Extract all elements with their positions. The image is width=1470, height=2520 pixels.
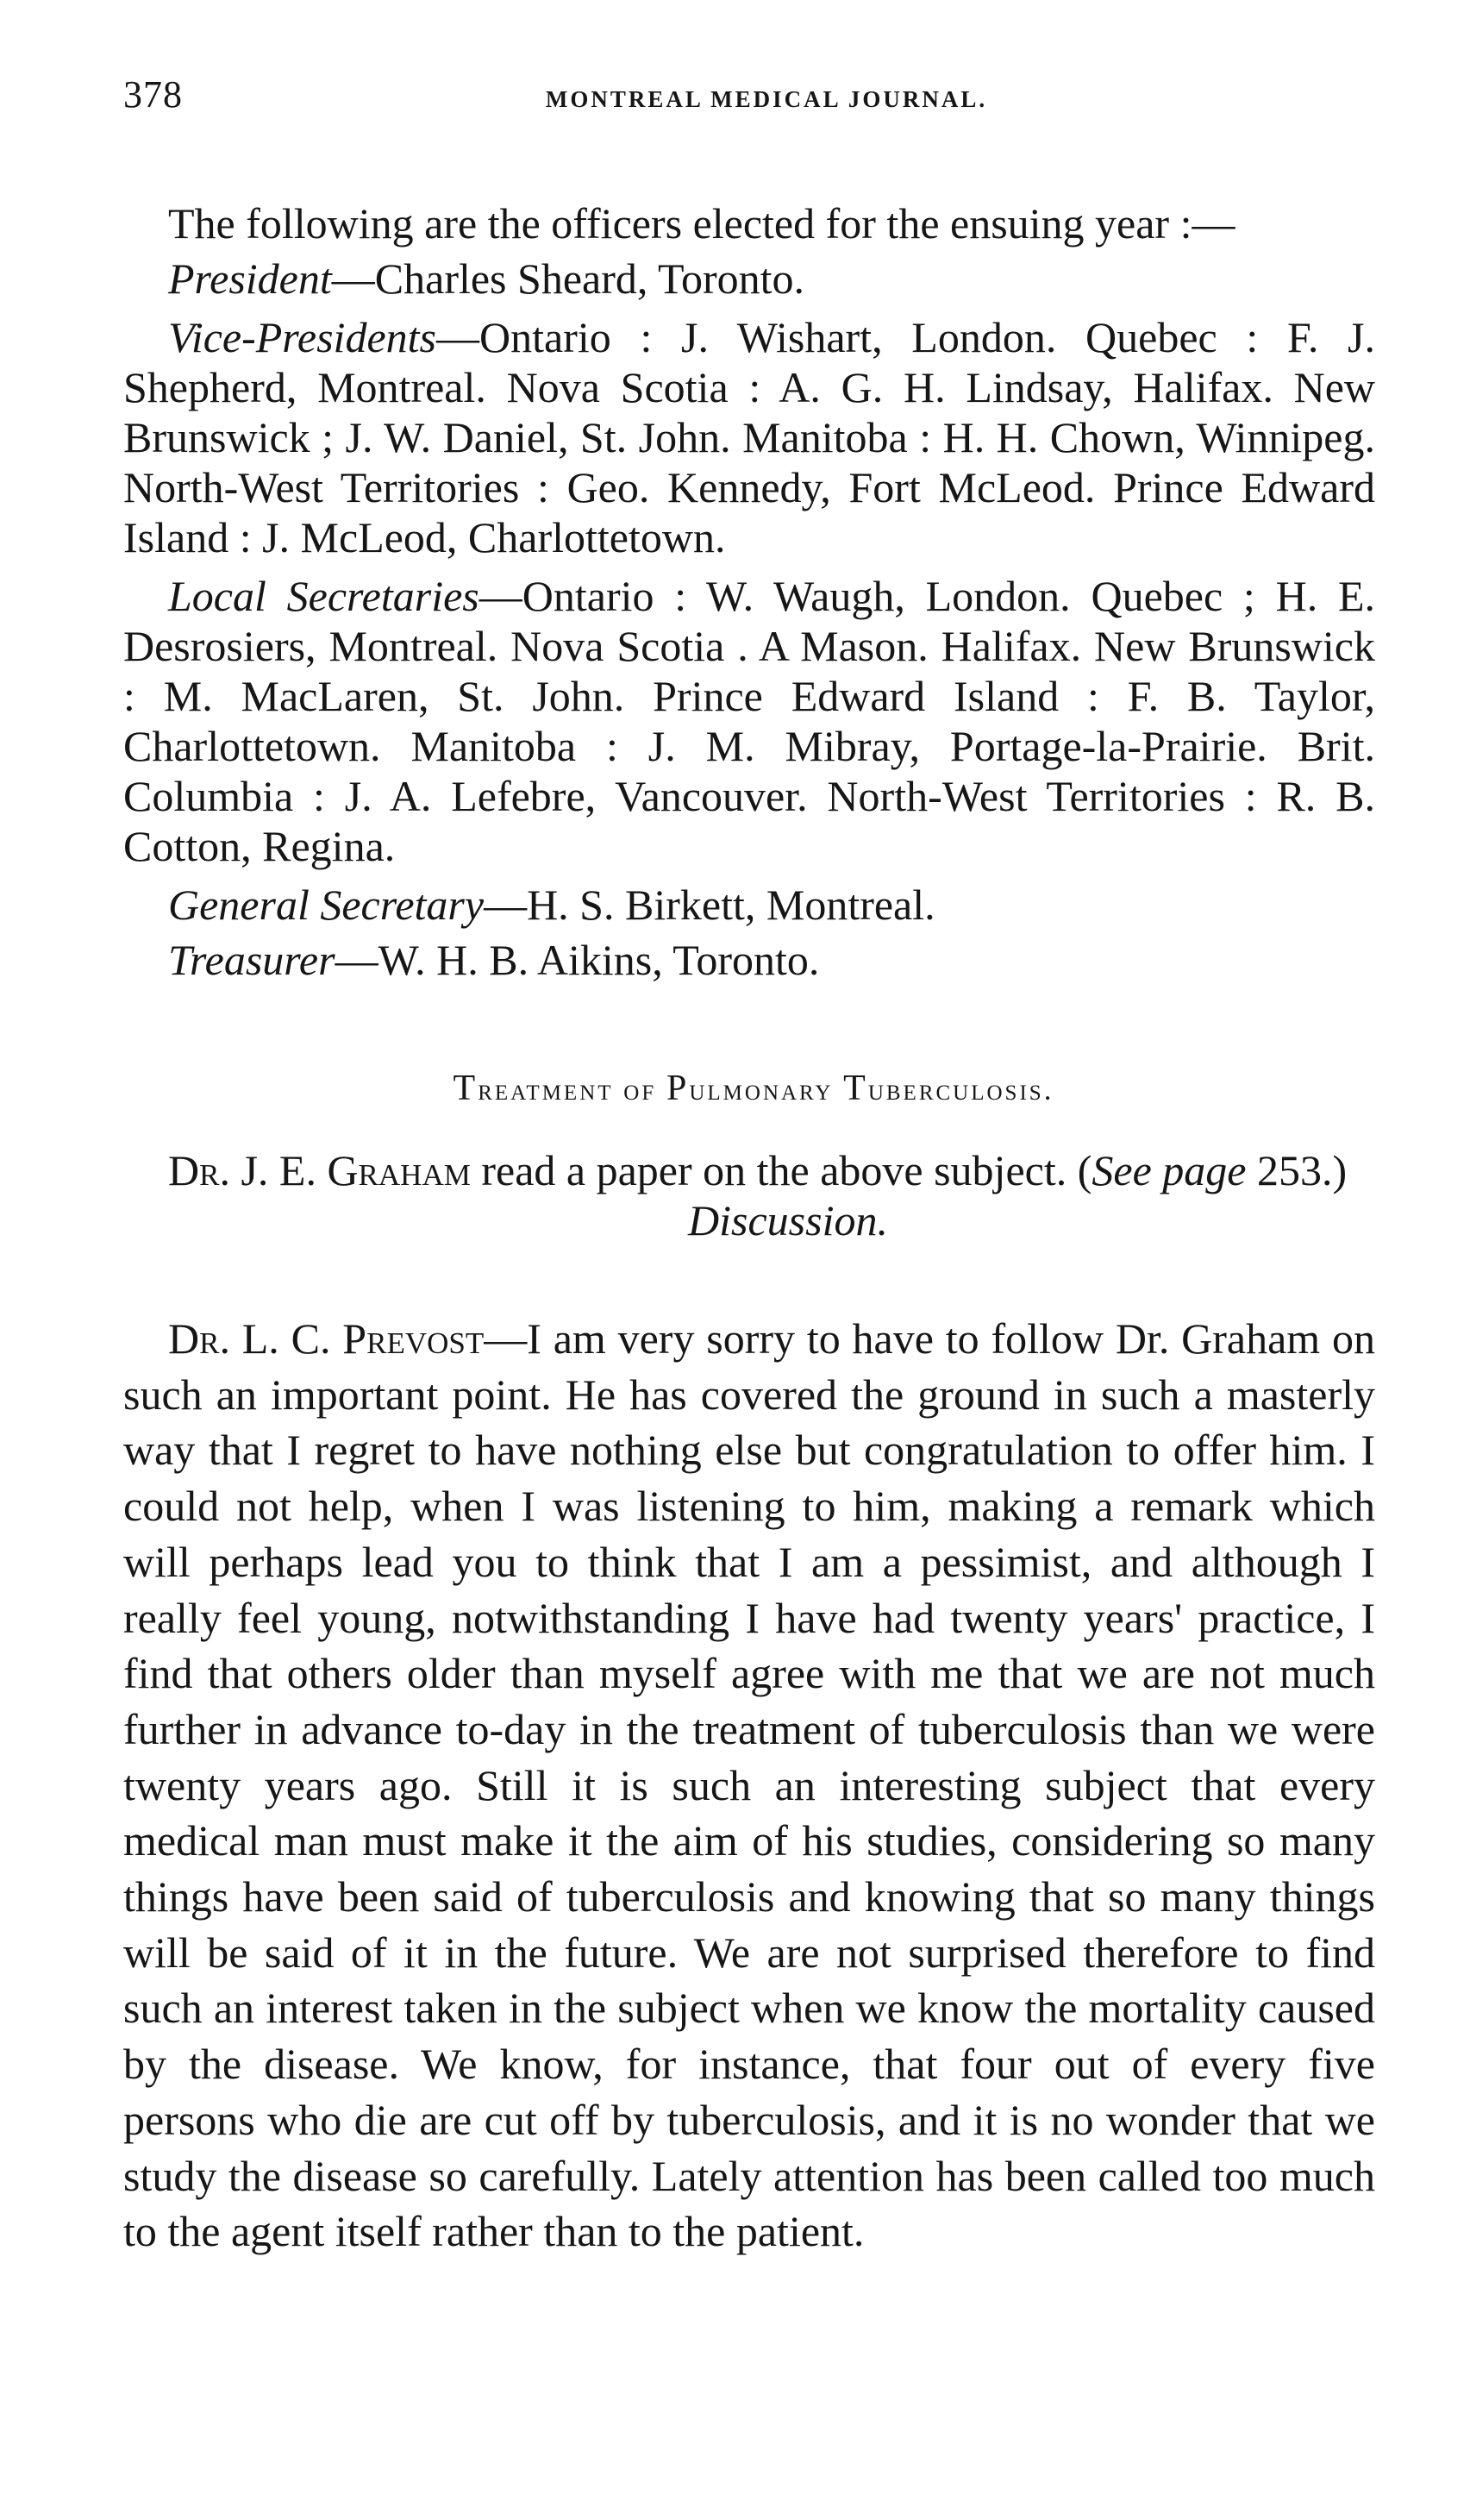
- local-secretaries-entry: [123, 571, 1375, 871]
- discussion-paragraph: [123, 1311, 1375, 2260]
- journal-title: MONTREAL MEDICAL JOURNAL.: [545, 86, 988, 112]
- general-secretary-label: General Secretary: [168, 881, 485, 929]
- page-reference: 253.): [1246, 1146, 1348, 1194]
- president-label: President: [168, 254, 332, 303]
- treasurer-label: Treasurer: [168, 936, 335, 984]
- president-text: —Charles Sheard, Toronto.: [331, 254, 805, 303]
- see-page-label: See page: [1092, 1146, 1247, 1194]
- section-heading: Treatment of Pulmonary Tuberculosis.: [453, 1069, 1054, 1108]
- treasurer-text: —W. H. B. Aikins, Toronto.: [335, 936, 820, 984]
- officers-intro: The following are the officers elected for the ensuing year :—: [168, 199, 1235, 248]
- vice-presidents-entry: [123, 312, 1375, 562]
- discussion-text: —I am very sorry to have to follow Dr. Graham on such an important point. He has covered the ground in such a masterly way that I regret to have nothing else but congratulation to offer him. I could not help, when I was listening to him, making a remark which will perhaps lead you to think that I am a pessimist, and although I really feel young, notwithstanding I have had twenty years' practice, I find that others older than myself agree with me that we are not much further in advance to-day in the treatment of tuberculosis than we were twenty years ago. Still it is such an interesting subject that every medical man must make it the aim of his studies, considering so many things have been said of tuberculosis and knowing that so many things will be said of it in the future. We are not surprised therefore to find such an interest taken in the subject when we know the mortality caused by the disease. We know, for instance, that four out of every five persons who die are cut off by tuberculosis, and it is no wonder that we study the disease so carefully. Lately attention has been called too much to the agent itself rather than to the patient.: [123, 1314, 1375, 2256]
- vice-presidents-text: —Ontario : J. Wishart, London. Quebec : F. J. Shepherd, Montreal. Nova Scotia : A. G. H. Lindsay, Halifax. New Brunswick ; J. W. Daniel, St. John. Manitoba : H. H. Chown, Winnipeg. North-West Territories : Geo. Kennedy, Fort McLeod. Prince Edward Island : J. McLeod, Charlottetown.: [123, 313, 1375, 561]
- general-secretary-text: —H. S. Birkett, Montreal.: [484, 881, 935, 929]
- president-entry: [123, 254, 1375, 304]
- presenter-paragraph: [123, 1145, 1375, 1195]
- presenter-text: read a paper on the above subject. (: [470, 1146, 1092, 1194]
- vice-presidents-label: Vice-Presidents: [168, 313, 436, 361]
- running-head: [123, 67, 1375, 128]
- local-secretaries-label: Local Secretaries: [168, 572, 479, 620]
- discussion-heading: Discussion.: [688, 1196, 888, 1244]
- treasurer-entry: [123, 935, 1375, 985]
- local-secretaries-text: —Ontario : W. Waugh, London. Quebec ; H. E. Desrosiers, Montreal. Nova Scotia . A Mason. Halifax. New Brunswick : M. MacLaren, St. John. Prince Edward Island : F. B. Taylor, Charlottetown. Manitoba : J. M. Mibray, Portage-la-Prairie. Brit. Columbia : J. A. Lefebre, Vancouver. North-West Territories : R. B. Cotton, Regina.: [123, 572, 1376, 870]
- presenter-name: Dr. J. E. Graham: [168, 1146, 471, 1194]
- page-number: 378: [123, 73, 183, 116]
- speaker-name: Dr. L. C. Prevost: [168, 1314, 485, 1363]
- general-secretary-entry: [123, 880, 1375, 930]
